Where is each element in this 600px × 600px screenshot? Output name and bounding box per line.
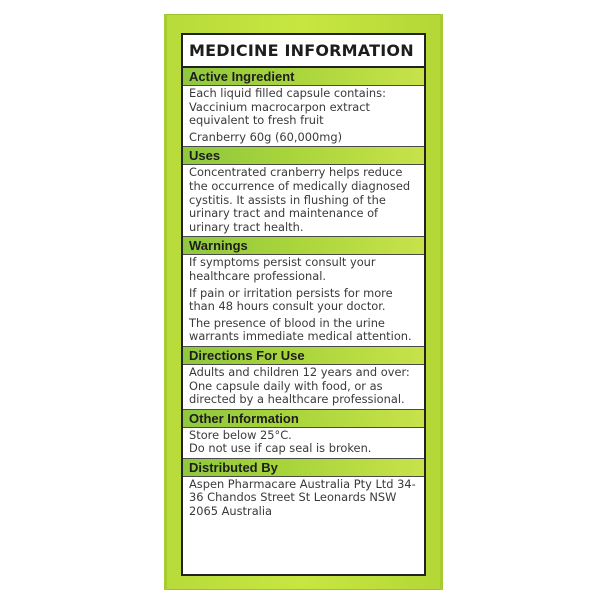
cap-seal-text: Do not use if cap seal is broken. <box>189 441 372 456</box>
section-header-directions: Directions For Use <box>183 346 424 365</box>
storage-text: Store below 25°C. <box>189 427 292 442</box>
warning-text-3: The presence of blood in the urine warrants immediate medical attention. <box>189 315 412 344</box>
warning-text-2: If pain or irritation persists for more than 48 hours consult your doctor. <box>189 285 393 314</box>
uses-text: Concentrated cranberry helps reduce the occurrence of medically diagnosed cystitis. It assists in flushing of the urinary tract and maintenance of urinary tract health. <box>189 165 411 234</box>
directions-text: Adults and children 12 years and over: One capsule daily with food, or as directed by a healthcare professional. <box>189 364 410 407</box>
section-header-distributed-by: Distributed By <box>183 458 424 477</box>
section-header-other-information: Other Information <box>183 409 424 428</box>
section-body-uses <box>183 165 424 236</box>
section-body-warnings <box>183 255 424 346</box>
distributor-address: Aspen Pharmacare Australia Pty Ltd 34-36 Chandos Street St Leonards NSW 2065 Australia <box>189 476 416 519</box>
panel-title: MEDICINE INFORMATION <box>183 35 424 68</box>
active-ingredient-text: Each liquid filled capsule contains: Vaccinium macrocarpon extract equivalent to fresh fruit <box>189 86 386 128</box>
carton-left-edge <box>164 14 167 590</box>
section-header-uses: Uses <box>183 146 424 165</box>
warning-text-1: If symptoms persist consult your healthcare professional. <box>189 255 376 283</box>
section-body-directions <box>183 365 424 409</box>
section-body-distributed-by <box>183 477 424 521</box>
carton-right-edge <box>440 14 443 590</box>
section-body-active-ingredient <box>183 86 424 146</box>
medicine-information-panel <box>181 33 426 576</box>
section-body-other-information <box>183 428 424 458</box>
active-ingredient-amount: Cranberry 60g (60,000mg) <box>189 129 343 144</box>
section-header-active-ingredient: Active Ingredient <box>183 68 424 86</box>
section-header-warnings: Warnings <box>183 236 424 255</box>
